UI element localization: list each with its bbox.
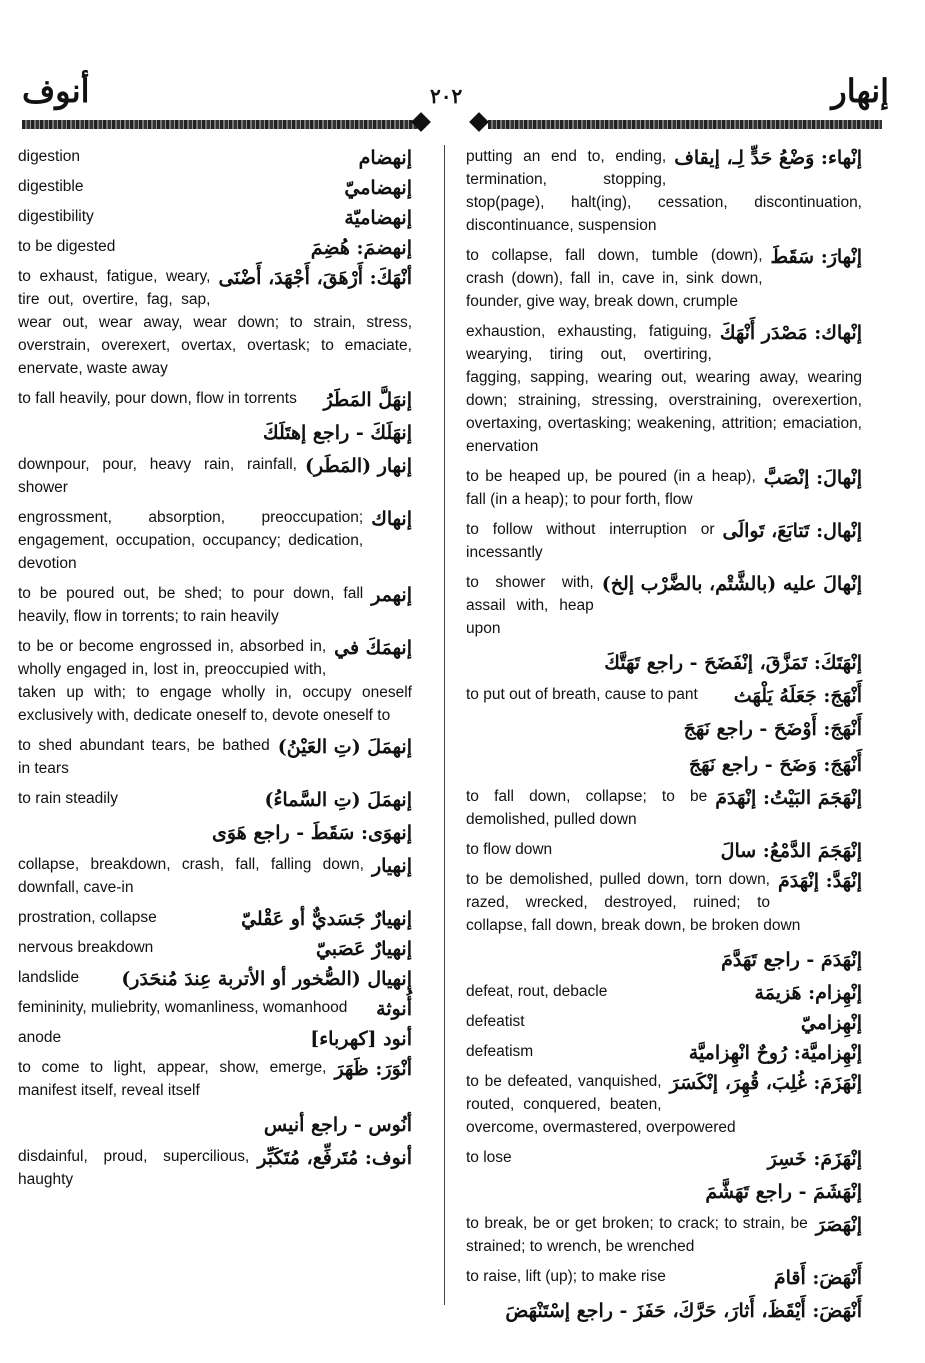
english-definition: to rain steadily [18, 790, 118, 807]
english-definition: disdainful, proud, supercilious, haughty [18, 1148, 250, 1188]
english-definition: downpour, pour, heavy rain, rainfall, shower [18, 456, 297, 496]
page-header [0, 0, 925, 140]
cross-reference-entry: أَنْهَضَ: أَيْقَظَ، أَثارَ، حَرَّكَ، حَفَزَ - راجع إسْتَنْهَضَ [505, 1300, 862, 1322]
dictionary-entry [466, 465, 862, 511]
dictionary-entry [18, 853, 412, 899]
arabic-headword: إنهضاميّة [344, 207, 412, 229]
dictionary-entry [18, 175, 412, 198]
page-number: ٢٠٢ [430, 84, 463, 108]
arabic-headword: إنْهالَ: إنْصَبَّ [763, 467, 862, 489]
arabic-headword: إنهار (المَطَر) [304, 455, 412, 477]
dictionary-entry [466, 838, 862, 861]
arabic-headword: إنْهاك: مَصْدَر أَنْهَكَ [719, 322, 862, 344]
dictionary-entry [18, 1056, 412, 1102]
english-definition: to be demolished, pulled down, torn down, razed, wrecked, destroyed, ruined; to collapse, fall down, break down, be broken down [466, 871, 801, 934]
english-definition: exhaustion, exhausting, fatiguing, wearying, tiring out, overtiring, fagging, sapping, wearing out, wearing away, wearing down; straining, stressing, overstraining, overexertion, overtaxing, overtasking; weakening, attrition; emaciation, enervation [466, 323, 862, 455]
dictionary-entry [18, 453, 412, 499]
dictionary-entry [466, 571, 862, 640]
left-guide-word: أنوف [22, 72, 90, 110]
arabic-headword: إنْهِزام: هَزيمَة [754, 982, 862, 1004]
dictionary-entry [18, 906, 412, 929]
cross-reference-entry: أنُوس - راجع أنيس [263, 1114, 412, 1136]
cross-reference-entry: أَنْهَجَ: وَضَحَ - راجع نَهَجَ [688, 754, 862, 776]
arabic-headword: إنْهِزاميّ [800, 1012, 862, 1034]
dictionary-entry [18, 265, 412, 380]
dictionary-entry [18, 145, 412, 168]
dictionary-entry [18, 205, 412, 228]
dictionary-entry [18, 787, 412, 810]
english-definition: engrossment, absorption, preoccupation; engagement, occupation, occupancy; dedication, devotion [18, 509, 364, 572]
dictionary-entry [18, 582, 412, 628]
right-guide-word: إنهار [831, 72, 889, 110]
english-definition: digestion [18, 148, 81, 165]
english-definition: putting an end to, ending, termination, stopping, stop(page), halt(ing), cessation, discontinuation, discontinuance, suspension [466, 148, 862, 234]
header-rule-right [488, 120, 882, 129]
column-divider [444, 145, 445, 1305]
english-definition: to break, be or get broken; to crack; to strain, be strained; to wrench, be wrenched [466, 1215, 808, 1255]
dictionary-entry [466, 1040, 862, 1063]
english-definition: collapse, breakdown, crash, fall, falling down, downfall, cave-in [18, 856, 364, 896]
arabic-headword: أَنْهَجَ: جَعَلَهُ يَلْهَث [733, 685, 862, 707]
arabic-headword: إنْهَزَمَ: خَسِرَ [767, 1148, 862, 1170]
arabic-headword: إنْهارَ: سَقَطَ [770, 246, 862, 268]
arabic-headword: إنهمَلَ (تِ العَيْنُ) [277, 736, 412, 758]
dictionary-entry [18, 966, 412, 989]
right-column [466, 145, 862, 1331]
arabic-headword: إنْهَزَمَ: غُلِبَ، قُهِرَ، إنْكَسَرَ [669, 1072, 862, 1094]
english-definition: prostration, collapse [18, 909, 157, 926]
dictionary-entry [466, 1070, 862, 1139]
arabic-headword: إنهيار [371, 855, 412, 877]
english-definition: to come to light, appear, show, emerge, manifest itself, reveal itself [18, 1059, 327, 1099]
english-definition: to exhaust, fatigue, weary, tire out, overtire, fag, sap, wear out, wear away, wear down; to strain, stress, overstrain, overexert, overtax, overtask; to emaciate, enervate, waste away [18, 268, 412, 377]
english-definition: defeatism [466, 1043, 534, 1060]
english-definition: to shed abundant tears, be bathed in tears [18, 737, 270, 777]
english-definition: to flow down [466, 841, 553, 858]
arabic-headword: إنهيارٌ جَسَديٌّ أو عَقْليّ [241, 908, 412, 930]
arabic-headword: إنهمر [371, 584, 412, 606]
english-definition: digestibility [18, 208, 94, 225]
dictionary-entry [18, 734, 412, 780]
dictionary-entry [18, 996, 412, 1019]
cross-reference-entry: إنْهَشَمَ - راجع تَهَشَّمَ [705, 1181, 862, 1203]
dictionary-entry [466, 1265, 862, 1288]
english-definition: to be or become engrossed in, absorbed in, wholly engaged in, lost in, preoccupied with, taken up with; to engage wholly in, occupy oneself exclusively with, dedicate oneself to, devote oneself to [18, 638, 412, 724]
diamond-ornament-right [469, 112, 489, 132]
dictionary-entry [466, 683, 862, 706]
arabic-headword: أنْهَكَ: أَرْهَقَ، أَجْهَدَ، أَضْنَى [218, 267, 412, 289]
cross-reference-entry: إنْهَتَكَ: تَمَزَّقَ، إنْفَضَحَ - راجع تَهَتَّكَ [604, 652, 862, 674]
english-definition: landslide [18, 969, 80, 986]
arabic-headword: إنْهالَ عليه (بالشَّتْم، بالضَّرْب إلخ) [601, 573, 862, 595]
arabic-headword: إنْهاء: وَضْعُ حَدٍّ لِـ، إيقاف [674, 147, 862, 169]
dictionary-entry [18, 235, 412, 258]
english-definition: to put out of breath, cause to pant [466, 686, 698, 703]
english-definition: to fall heavily, pour down, flow in torrents [18, 390, 297, 407]
english-definition: to be poured out, be shed; to pour down, fall heavily, flow in torrents; to rain heavily [18, 585, 364, 625]
arabic-headword: إنْهال: تَتابَعَ، تَوالَى [722, 520, 862, 542]
english-definition: to be heaped up, be poured (in a heap), fall (in a heap); to pour forth, flow [466, 468, 756, 508]
dictionary-entry [466, 518, 862, 564]
arabic-headword: أنْوَرَ: ظَهَرَ [334, 1058, 412, 1080]
arabic-headword: إنْهَجَمَ البَيْتُ: إنْهَدَمَ [715, 787, 862, 809]
arabic-headword: أنود [كهرباء] [310, 1028, 412, 1050]
arabic-headword: إنهيال (الصُّخور أو الأتربة عِندَ مُنحَدَر) [121, 968, 412, 990]
english-definition: anode [18, 1029, 62, 1046]
english-definition: to lose [466, 1149, 512, 1166]
cross-reference-entry: أَنْهَجَ: أَوْضَحَ - راجع نَهَجَ [683, 718, 862, 740]
dictionary-entry [18, 1145, 412, 1191]
dictionary-entry [466, 1146, 862, 1169]
dictionary-entry [466, 244, 862, 313]
dictionary-entry [18, 1026, 412, 1049]
dictionary-entry [18, 506, 412, 575]
dictionary-entry [466, 868, 862, 937]
english-definition: to collapse, fall down, tumble (down), crash (down), fall in, cave in, sink down, founder, give way, break down, crumple [466, 247, 763, 310]
arabic-headword: إنهضمَ: هُضِمَ [310, 237, 412, 259]
arabic-headword: إنْهَدَّ: إنْهَدَمَ [778, 870, 862, 892]
arabic-headword: إنهاك [371, 508, 412, 530]
arabic-headword: إنهَلَّ المَطَرُ [323, 389, 412, 411]
arabic-headword: إنهيارٌ عَصَبيّ [315, 938, 412, 960]
left-column [18, 145, 412, 1198]
english-definition: to be digested [18, 238, 116, 255]
english-definition: to shower with, assail with, heap upon [466, 574, 594, 637]
arabic-headword: أنوف: مُتَرفِّع، مُتَكَبِّر [257, 1147, 412, 1169]
arabic-headword: إنهمَكَ في [334, 637, 412, 659]
dictionary-entry [466, 320, 862, 458]
english-definition: to be defeated, vanquished, routed, conquered, beaten, overcome, overmastered, overpowered [466, 1073, 736, 1136]
arabic-headword: إنْهَجَمَ الدَّمْعُ: سالَ [720, 840, 862, 862]
english-definition: defeatist [466, 1013, 525, 1030]
english-definition: nervous breakdown [18, 939, 154, 956]
dictionary-entry [466, 1010, 862, 1033]
dictionary-entry [466, 785, 862, 831]
arabic-headword: إنهمَلَ (تِ السَّماءُ) [264, 789, 412, 811]
dictionary-entry [466, 145, 862, 237]
english-definition: defeat, rout, debacle [466, 983, 608, 1000]
arabic-headword: أَنْهَضَ: أَقامَ [773, 1267, 862, 1289]
english-definition: femininity, muliebrity, womanliness, womanhood [18, 999, 348, 1016]
cross-reference-entry: إنهوَى: سَقَطَ - راجع هَوَى [212, 822, 412, 844]
arabic-headword: إنهضاميّ [344, 177, 412, 199]
english-definition: to raise, lift (up); to make rise [466, 1268, 666, 1285]
english-definition: to follow without interruption or incessantly [466, 521, 715, 561]
dictionary-entry [18, 936, 412, 959]
cross-reference-entry: إنْهَدَمَ - راجع تَهَدَّمَ [721, 949, 862, 971]
english-definition: digestible [18, 178, 84, 195]
cross-reference-entry: إنهَلَكَ - راجع إهتَلَكَ [262, 422, 412, 444]
arabic-headword: أُنوثة [376, 998, 412, 1020]
dictionary-entry [18, 635, 412, 727]
header-rule-left [22, 120, 418, 129]
arabic-headword: إنْهَصَرَ [815, 1214, 862, 1236]
arabic-headword: إنهضام [358, 147, 412, 169]
dictionary-entry [18, 387, 412, 410]
arabic-headword: إنْهِزاميَّة: رُوحٌ انْهِزاميَّة [688, 1042, 862, 1064]
dictionary-entry [466, 980, 862, 1003]
dictionary-entry [466, 1212, 862, 1258]
english-definition: to fall down, collapse; to be demolished, pulled down [466, 788, 708, 828]
